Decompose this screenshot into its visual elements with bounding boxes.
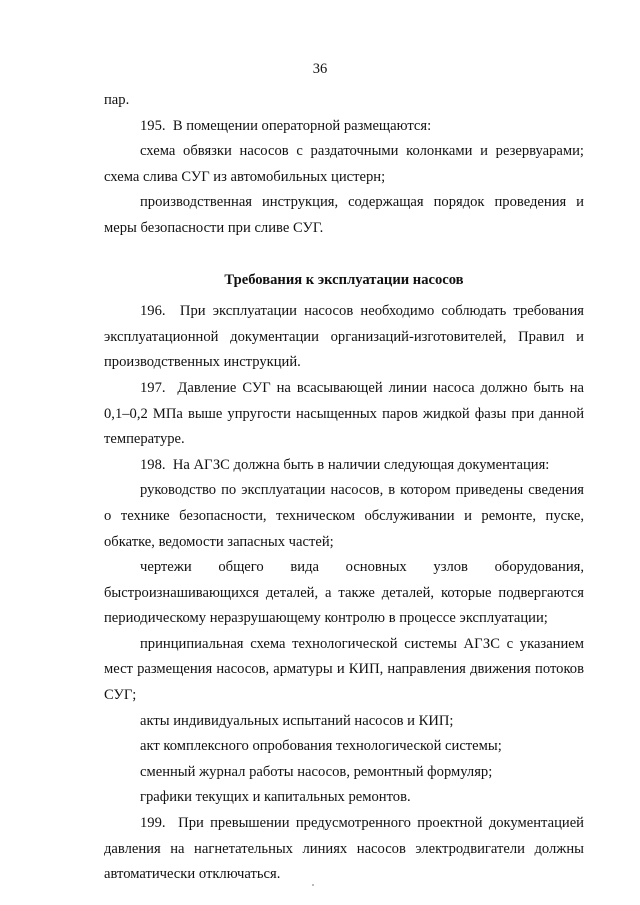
- paragraph-195: 195. В помещении операторной размещаются:: [140, 117, 432, 134]
- list-item-drawings: чертежи общего вида основных узлов оборудования, быстроизнашивающихся деталей, а также деталей, которые подвергаются периодическому неразрушающему контролю в процессе эксплуатации;: [104, 559, 584, 627]
- list-item-schematic: принципиальная схема технологической системы АГЗС с указанием мест размещения насосов, арматуры и КИП, направления движения потоков СУГ;: [104, 635, 584, 704]
- paragraph-196: 196. При эксплуатации насосов необходимо соблюдать требования эксплуатационной документации организаций-изготовителей, Правил и производственных инструкций.: [104, 303, 584, 371]
- list-item-shift-log: сменный журнал работы насосов, ремонтный формуляр;: [140, 763, 493, 780]
- list-item-repair-schedules: графики текущих и капитальных ремонтов.: [140, 789, 411, 806]
- paragraph-continuation: пар.: [104, 92, 130, 108]
- paragraph-198: 198. На АГЗС должна быть в наличии следующая документация:: [140, 456, 550, 473]
- list-item-production-instruction: производственная инструкция, содержащая порядок проведения и меры безопасности при сливе СУГ.: [104, 194, 584, 236]
- list-item-test-acts: акты индивидуальных испытаний насосов и КИП;: [140, 712, 454, 729]
- section-spacer: [104, 242, 584, 268]
- list-item-operation-manual: руководство по эксплуатации насосов, в котором приведены сведения о технике безопасности, техническом обслуживании и ремонте, пуске, обкатке, ведомости запасных частей;: [104, 482, 584, 550]
- document-body: [104, 88, 584, 888]
- section-heading: Требования к эксплуатации насосов: [224, 271, 464, 288]
- paragraph-199: 199. При превышении предусмотренного проектной документацией давления на нагнетательных линиях насосов электродвигатели должны автоматически отключаться.: [104, 815, 584, 883]
- list-item-complex-test-act: акт комплексного опробования технологической системы;: [140, 738, 502, 755]
- paragraph-197: 197. Давление СУГ на всасывающей линии насоса должно быть на 0,1–0,2 МПа выше упругости насыщенных паров жидкой фазы при данной температуре.: [104, 379, 584, 448]
- scan-speck: [312, 884, 314, 886]
- page-number: 36: [312, 61, 328, 77]
- list-item-pump-scheme: схема обвязки насосов с раздаточными колонками и резервуарами; схема слива СУГ из автомобильных цистерн;: [104, 143, 584, 185]
